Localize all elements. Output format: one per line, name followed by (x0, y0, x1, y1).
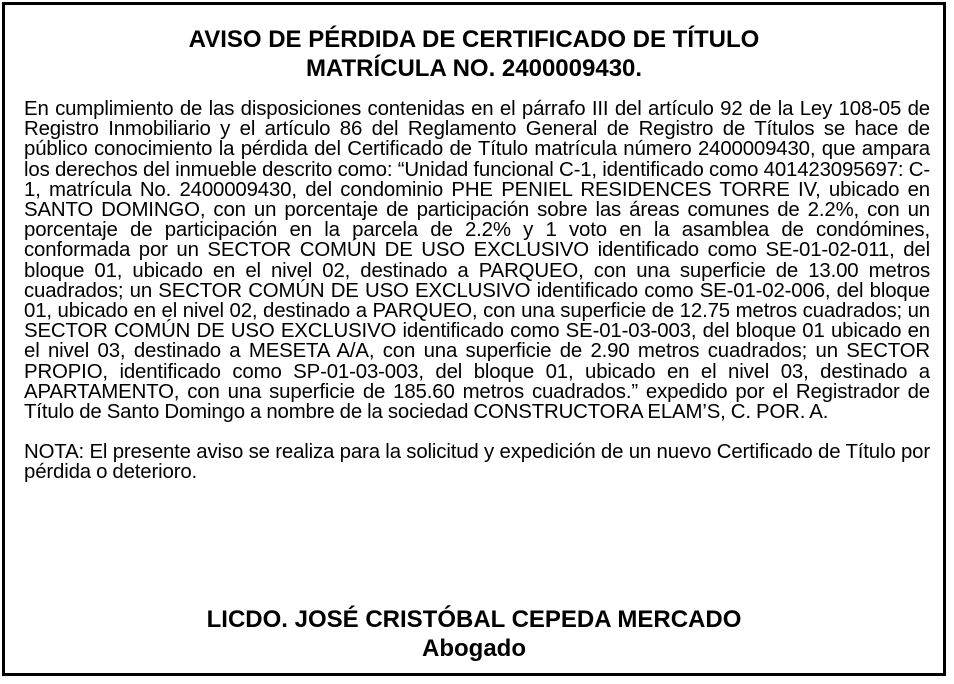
notice-nota-paragraph: NOTA: El presente aviso se realiza para la solicitud y expedición de un nuevo Certificado de Título por pérdida o deterioro. (24, 441, 930, 484)
notice-title-line-2: MATRÍCULA NO. 2400009430. (305, 55, 643, 82)
notice-body-paragraph: En cumplimiento de las disposiciones contenidas en el párrafo III del artículo 92 de la Ley 108-05 de Registro Inmobiliario y el artículo 86 del Reglamento General de Registro de Títulos se hace de público conocimiento la pérdida del Certificado de Título matrícula número 2400009430, que ampara los derechos del inmueble descrito como: “Unidad funcional C-1, identificado como 401423095697: C-1, matrícula No. 2400009430, del condominio PHE PENIEL RESIDENCES TORRE IV, ubicado en SANTO DOMINGO, con un porcentaje de participación sobre las áreas comunes de 2.2%, con un porcentaje de participación en la parcela de 2.2% y 1 voto en la asamblea de condómines, conformada por un SECTOR COMÚN DE USO EXCLUSIVO identificado como SE-01-02-011, del bloque 01, ubicado en el nivel 02, destinado a PARQUEO, con una superficie de 13.00 metros cuadrados; un SECTOR COMÚN DE USO EXCLUSIVO identificado como SE-01-02-006, del bloque 01, ubicado en el nivel 02, destinado a PARQUEO, con una superficie de 12.75 metros cuadrados; un SECTOR COMÚN DE USO EXCLUSIVO identificado como SE-01-03-003, del bloque 01 ubicado en el nivel 03, destinado a MESETA A/A, con una superficie de 2.90 metros cuadrados; un SECTOR PROPIO, identificado como SP-01-03-003, del bloque 01, ubicado en el nivel 03, destinado a APARTAMENTO, con una superficie de 185.60 metros cuadrados.” expedido por el Registrador de Título de Santo Domingo a nombre de la sociedad CONSTRUCTORA ELAM’S, C. POR. A. (24, 98, 930, 424)
signer-name: LICDO. JOSÉ CRISTÓBAL CEPEDA MERCADO (206, 606, 742, 633)
signer-title: Abogado (422, 635, 526, 662)
notice-title (5, 25, 943, 83)
notice-title-line-1: AVISO DE PÉRDIDA DE CERTIFICADO DE TÍTULO (188, 26, 760, 53)
signature-block (5, 605, 943, 663)
notice-frame (2, 2, 946, 676)
notice-body (24, 99, 930, 483)
